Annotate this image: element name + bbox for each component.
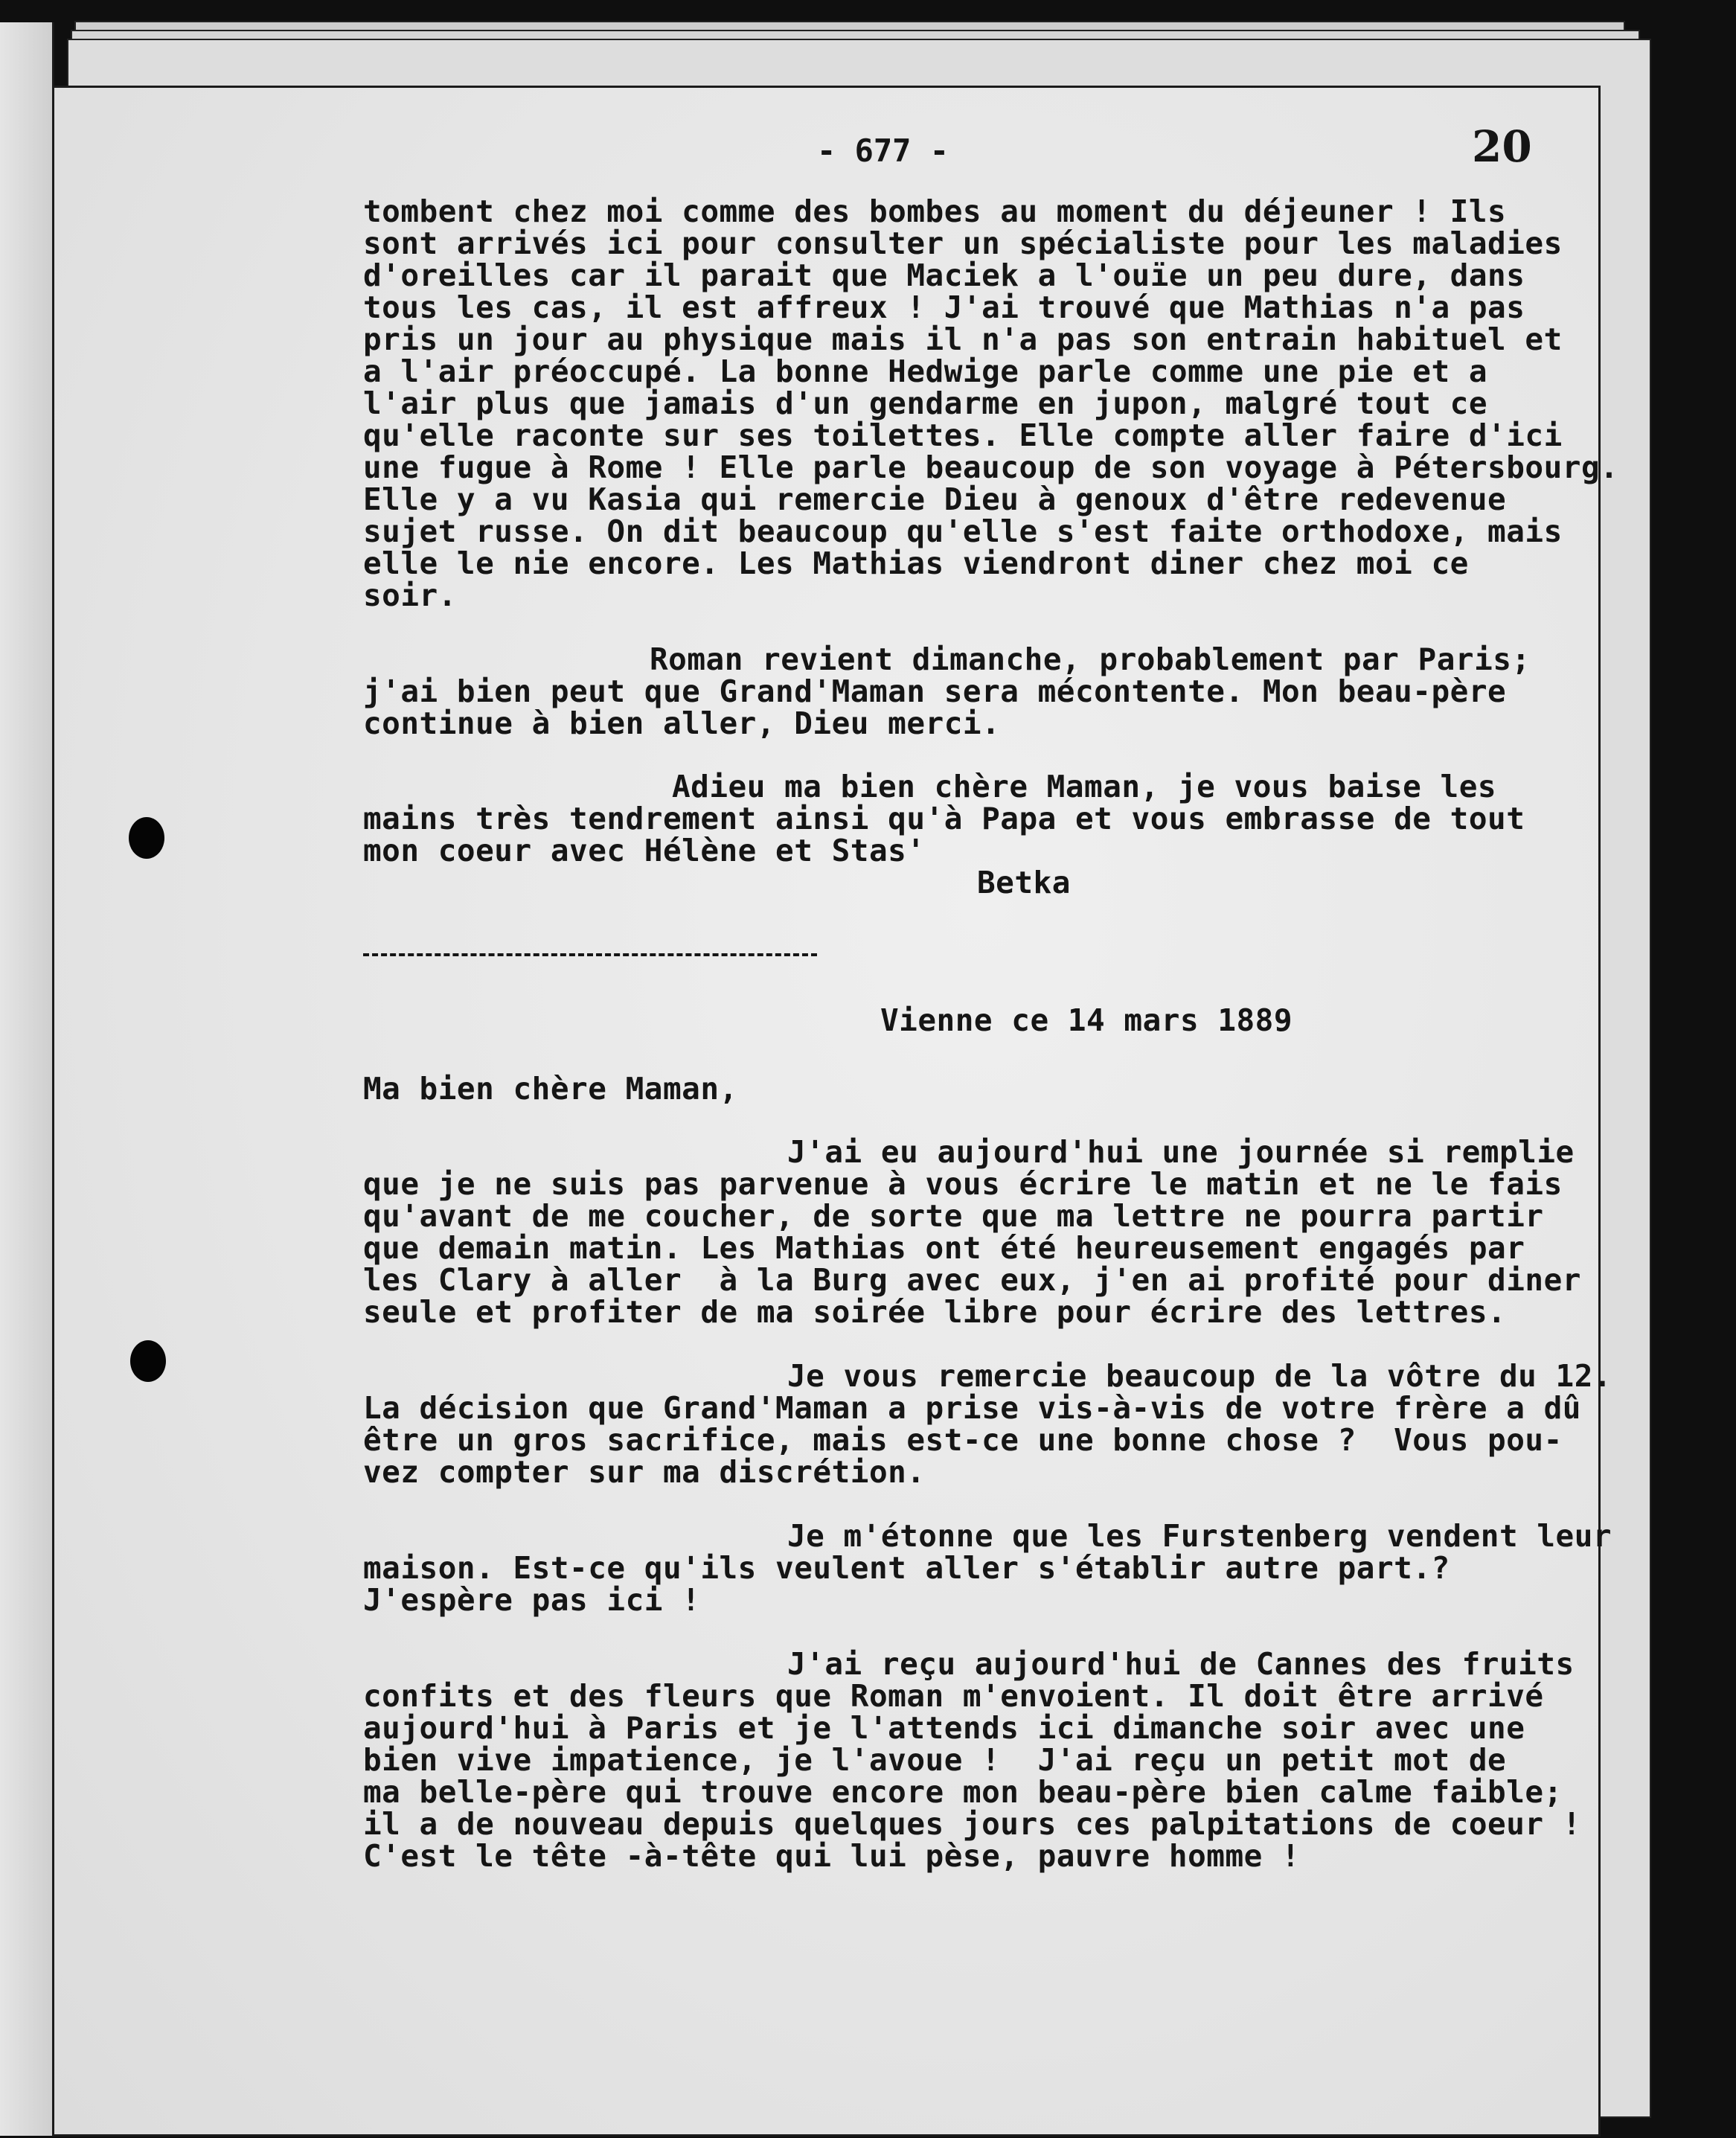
dateline: Vienne ce 14 mars 1889 (880, 1002, 1293, 1038)
text-line: ma belle-père qui trouve encore mon beau-père bien calme faible; (363, 1774, 1563, 1810)
text-line: confits et des fleurs que Roman m'envoient. Il doit être arrivé (363, 1678, 1544, 1714)
text-line: Je m'étonne que les Furstenberg vendent leur (787, 1518, 1612, 1554)
text-line: J'ai eu aujourd'hui une journée si remplie (787, 1134, 1575, 1170)
text-line: que demain matin. Les Mathias ont été heureusement engagés par (363, 1230, 1525, 1266)
text-line: être un gros sacrifice, mais est-ce une bonne chose ? Vous pou- (363, 1422, 1563, 1458)
text-line: qu'elle raconte sur ses toilettes. Elle compte aller faire d'ici (363, 417, 1563, 453)
handwritten-page-number: 20 (1472, 121, 1532, 172)
text-line: tombent chez moi comme des bombes au moment du déjeuner ! Ils (363, 193, 1507, 229)
text-line: continue à bien aller, Dieu merci. (363, 705, 1001, 741)
text-line: une fugue à Rome ! Elle parle beaucoup de son voyage à Pétersbourg. (363, 449, 1619, 485)
text-line: a l'air préoccupé. La bonne Hedwige parle comme une pie et a (363, 353, 1488, 389)
text-line: aujourd'hui à Paris et je l'attends ici dimanche soir avec une (363, 1710, 1525, 1746)
text-line: Je vous remercie beaucoup de la vôtre du 12. (787, 1358, 1612, 1394)
text-line: soir. (363, 577, 457, 613)
text-line: maison. Est-ce qu'ils veulent aller s'établir autre part.? (363, 1550, 1450, 1586)
text-line: d'oreilles car il parait que Maciek a l'ouïe un peu dure, dans (363, 257, 1525, 293)
text-line: j'ai bien peut que Grand'Maman sera mécontente. Mon beau-père (363, 673, 1507, 709)
text-line: sujet russe. On dit beaucoup qu'elle s'est faite orthodoxe, mais (363, 513, 1563, 549)
separator-rule (363, 953, 817, 956)
punch-hole-lower (130, 1340, 166, 1382)
text-line: J'espère pas ici ! (363, 1582, 701, 1618)
text-line: mains très tendrement ainsi qu'à Papa et vous embrasse de tout (363, 801, 1525, 836)
text-line: Roman revient dimanche, probablement par Paris; (650, 641, 1531, 677)
text-line: seule et profiter de ma soirée libre pour écrire des lettres. (363, 1294, 1507, 1330)
text-line: vez compter sur ma discrétion. (363, 1454, 926, 1490)
text-line: qu'avant de me coucher, de sorte que ma lettre ne pourra partir (363, 1198, 1544, 1234)
text-line: C'est le tête -à-tête qui lui pèse, pauvre homme ! (363, 1838, 1301, 1874)
text-line: Adieu ma bien chère Maman, je vous baise les (672, 769, 1497, 804)
text-line: que je ne suis pas parvenue à vous écrire le matin et ne le fais (363, 1166, 1563, 1202)
text-line: les Clary à aller à la Burg avec eux, j'en ai profité pour diner (363, 1262, 1581, 1298)
text-line: mon coeur avec Hélène et Stas' (363, 833, 926, 868)
text-line: sont arrivés ici pour consulter un spécialiste pour les maladies (363, 225, 1563, 261)
document-page (52, 86, 1619, 2137)
typed-page-number: - 677 - (817, 132, 949, 169)
text-line: tous les cas, il est affreux ! J'ai trouvé que Mathias n'a pas (363, 289, 1525, 325)
text-line: La décision que Grand'Maman a prise vis-à-vis de votre frère a dû (363, 1390, 1581, 1426)
text-line: J'ai reçu aujourd'hui de Cannes des fruits (787, 1646, 1575, 1682)
signature: Betka (977, 865, 1071, 900)
text-line: l'air plus que jamais d'un gendarme en jupon, malgré tout ce (363, 385, 1488, 421)
punch-hole-upper (129, 817, 164, 859)
text-line: pris un jour au physique mais il n'a pas son entrain habituel et (363, 321, 1563, 357)
text-line: Elle y a vu Kasia qui remercie Dieu à genoux d'être redevenue (363, 481, 1507, 517)
binder-edge (0, 22, 54, 2136)
text-line: bien vive impatience, je l'avoue ! J'ai reçu un petit mot de (363, 1742, 1507, 1778)
text-line: elle le nie encore. Les Mathias viendront diner chez moi ce (363, 545, 1469, 581)
salutation: Ma bien chère Maman, (363, 1071, 738, 1107)
text-line: il a de nouveau depuis quelques jours ces palpitations de coeur ! (363, 1806, 1581, 1842)
